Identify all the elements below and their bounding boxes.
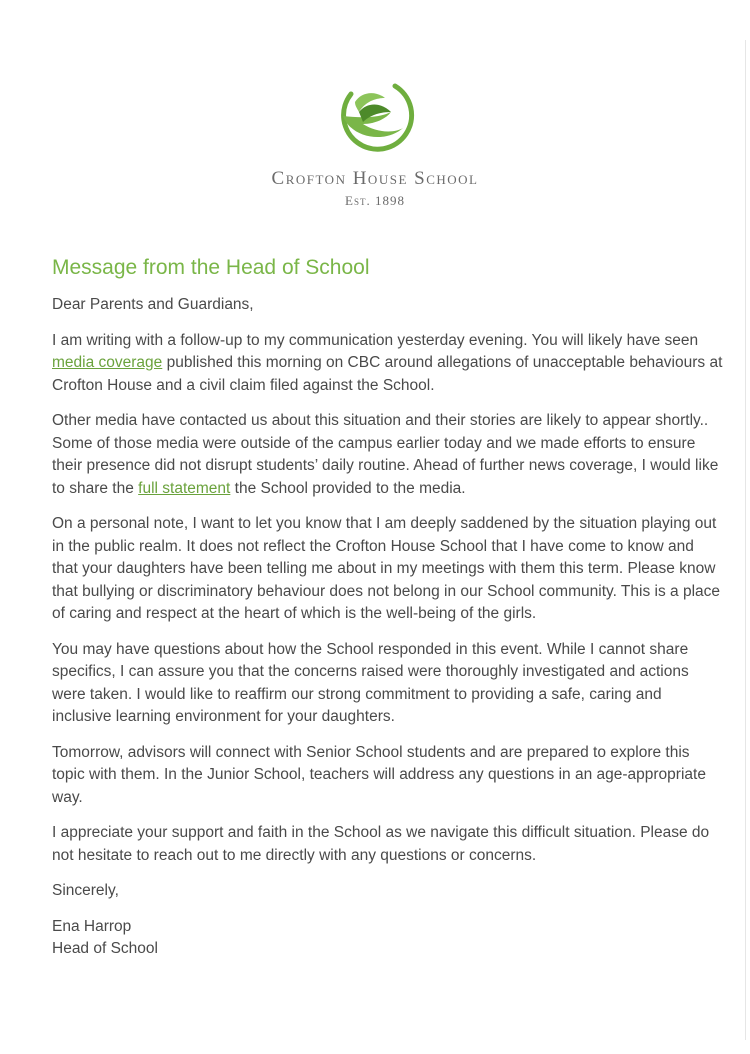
full-statement-link[interactable]: full statement [138,479,231,497]
school-name: Crofton House School [271,168,479,189]
closing: Sincerely, [52,882,119,899]
signature-name: Ena Harrop [52,917,132,935]
paragraph-3: On a personal note, I want to let you know that I am deeply saddened by the situation playing out in the public realm. It does not reflect the Crofton House School that I have come to know and that your daughters have been telling me about in my meetings with them this term. Please know that bullying or discriminatory behaviour does not belong in our School community. This is a place of caring and respect at the heart of which is the well-being of the girls. [52,515,720,622]
paragraph-1-text-start: I am writing with a follow-up to my communication yesterday evening. You will likely have seen [52,331,699,349]
media-coverage-link[interactable]: media coverage [52,354,163,371]
letterhead [0,72,750,209]
paragraph-2 [52,410,724,500]
greeting: Dear Parents and Guardians, [52,296,254,313]
signature-title: Head of School [52,940,158,957]
paragraph-5: Tomorrow, advisors will connect with Senior School students and are prepared to explore this topic with them. In the Junior School, teachers will address any questions in an age-appropriate way. [52,743,706,806]
leaf-logo-icon [333,72,417,156]
paragraph-2-text-end: the School provided to the media. [230,479,466,497]
letter-heading: Message from the Head of School [52,256,370,279]
paragraph-4: You may have questions about how the School responded in this event. While I cannot share specifics, I can assure you that the concerns raised were thoroughly investigated and actions were taken. I would like to reaffirm our strong commitment to providing a safe, caring and inclusive learning environment for your daughters. [52,640,689,725]
paragraph-2-text-start: Other media have contacted us about this situation and their stories are likely to appear shortly.. Some of those media were outside of the campus earlier today and we made efforts to ensure their presence did not disrupt students’ daily routine. Ahead of further news coverage, I would like to share the [52,412,719,497]
paragraph-1-text-end: published this morning on CBC around allegations of unacceptable behaviours at Crofton House and a civil claim filed against the School. [52,354,723,394]
letter-body [52,254,724,961]
paragraph-1 [52,330,724,398]
paragraph-6: I appreciate your support and faith in the School as we navigate this difficult situation. Please do not hesitate to reach out to me directly with any questions or concerns. [52,824,710,864]
school-established: Est. 1898 [345,193,405,208]
